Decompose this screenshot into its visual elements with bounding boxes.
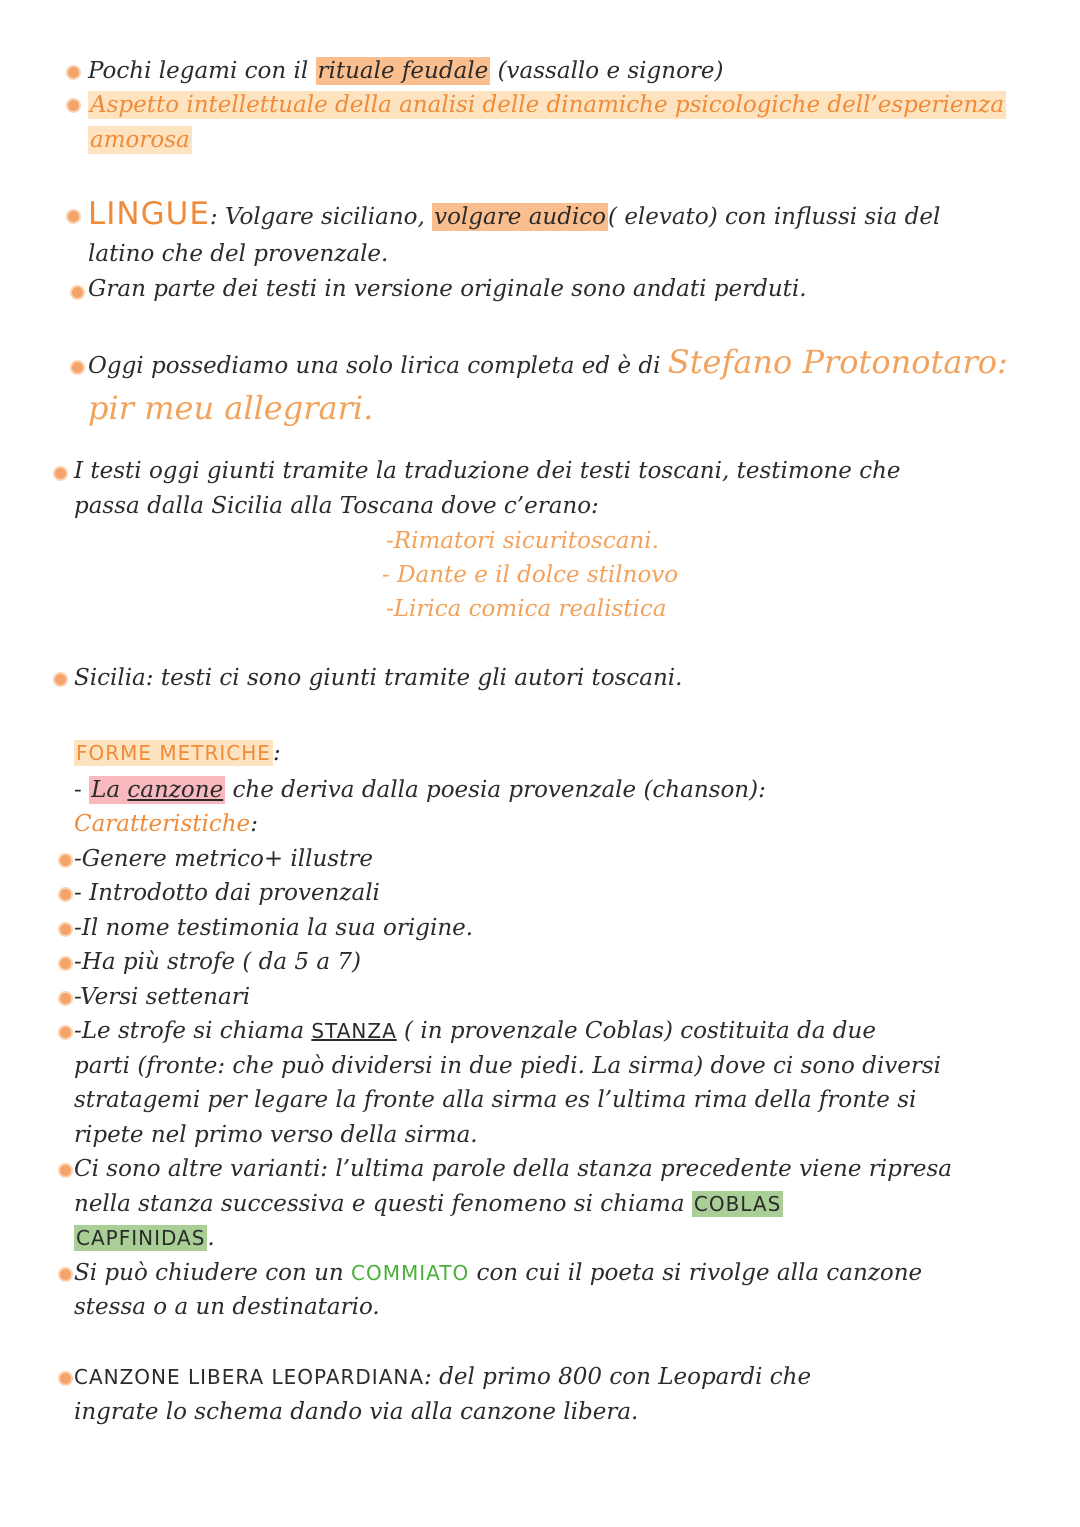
text: parti (fronte: che può dividersi in due piedi. La sirma) dove ci sono diversi — [74, 1053, 942, 1079]
author-name: Stefano Protonotaro: — [667, 343, 1008, 381]
text: - — [74, 777, 90, 803]
bullet-icon — [60, 889, 71, 900]
lingue-label: LINGUE — [88, 196, 210, 232]
text: . — [207, 1225, 215, 1251]
section-heading — [74, 737, 281, 769]
note-line — [74, 1291, 380, 1323]
text: - Dante e il dolce stilnovo — [382, 562, 679, 588]
text: Pochi legami con il — [88, 58, 316, 84]
note-line — [74, 774, 766, 806]
text: Si può chiudere con un — [74, 1260, 352, 1286]
bullet-icon — [60, 1269, 71, 1280]
text: stessa o a un destinatario. — [74, 1294, 380, 1320]
text: pir meu allegrari. — [88, 389, 374, 427]
lyric-title — [88, 389, 374, 427]
text: passa dalla Sicilia alla Toscana dove c’erano: — [74, 493, 599, 519]
note-line — [74, 1222, 215, 1254]
note-line — [74, 1396, 638, 1428]
canzone-libera-label: CANZONE LIBERA LEOPARDIANA — [74, 1365, 425, 1389]
list-item — [74, 981, 250, 1013]
bullet-icon — [60, 1165, 71, 1176]
note-line — [74, 1188, 783, 1220]
text: Volgare siciliano, — [224, 204, 433, 230]
text: Oggi possediamo una solo lirica completa ed è di — [88, 353, 668, 379]
text: che deriva dalla poesia provenzale (chanson): — [225, 777, 766, 803]
note-line — [74, 1119, 478, 1151]
note-line — [74, 1361, 811, 1393]
list-item — [74, 1153, 952, 1185]
bullet-icon — [72, 362, 83, 373]
bullet-icon — [60, 855, 71, 866]
note-line — [74, 1084, 916, 1116]
text: -Ha più strofe ( da 5 a 7) — [74, 949, 361, 975]
bullet-icon — [68, 211, 79, 222]
text: -Il nome testimonia la sua origine. — [74, 915, 474, 941]
bullet-icon — [60, 1373, 71, 1384]
note-line — [88, 343, 1008, 382]
text: -Lirica comica realistica — [386, 596, 667, 622]
note-line — [88, 124, 192, 156]
sub-item — [386, 593, 666, 625]
note-line — [74, 662, 682, 694]
note-line — [88, 273, 807, 305]
bullet-icon — [60, 924, 71, 935]
sub-item — [386, 525, 659, 557]
note-line — [74, 808, 258, 840]
text: - Introdotto dai provenzali — [74, 880, 380, 906]
text: nella stanza successiva e questi fenomeno si chiama — [74, 1191, 692, 1217]
capfinidas-highlight: CAPFINIDAS — [76, 1226, 206, 1250]
text: ( in provenzale Coblas) costituita da due — [396, 1018, 876, 1044]
text: Sicilia: testi ci sono giunti tramite gli autori toscani. — [74, 665, 683, 691]
bullet-icon — [55, 674, 66, 685]
note-line — [88, 55, 724, 87]
stanza-word: STANZA — [311, 1019, 397, 1043]
text: ( elevato) con influssi sia del — [608, 204, 941, 230]
text: -Rimatori sicuritoscani. — [386, 528, 659, 554]
text: : del primo 800 con Leopardi che — [424, 1364, 812, 1390]
highlight-amorosa: amorosa — [90, 127, 190, 153]
sub-item — [382, 559, 678, 591]
text: : — [272, 740, 281, 766]
list-item — [74, 843, 373, 875]
text: : — [250, 811, 258, 837]
forme-metriche-label: FORME METRICHE — [76, 741, 271, 765]
text: (vassallo e signore) — [490, 58, 724, 84]
list-item — [74, 877, 380, 909]
text: La — [91, 777, 128, 803]
text: -Versi settenari — [74, 984, 251, 1010]
bullet-icon — [60, 958, 71, 969]
text: -Le strofe si chiama — [74, 1018, 312, 1044]
bullet-icon — [68, 100, 79, 111]
text: ingrate lo schema dando via alla canzone libera. — [74, 1399, 639, 1425]
text: ripete nel primo verso della sirma. — [74, 1122, 478, 1148]
list-item — [74, 946, 361, 978]
text: I testi oggi giunti tramite la traduzione dei testi toscani, testimone che — [74, 458, 901, 484]
highlight-volgare-audico: volgare audico — [434, 204, 607, 230]
text: Gran parte dei testi in versione originale sono andati perduti. — [88, 276, 807, 302]
note-line — [74, 455, 901, 487]
bullet-icon — [68, 67, 79, 78]
list-item — [74, 1015, 876, 1047]
commiato-word: COMMIATO — [351, 1261, 470, 1285]
text: latino che del provenzale. — [88, 241, 389, 267]
coblas-highlight: COBLAS — [693, 1192, 782, 1216]
bullet-icon — [60, 993, 71, 1004]
bullet-icon — [60, 1027, 71, 1038]
text: Ci sono altre varianti: l’ultima parole della stanza precedente viene ripresa — [74, 1156, 952, 1182]
text: -Genere metrico+ illustre — [74, 846, 373, 872]
text: stratagemi per legare la fronte alla sirma es l’ultima rima della fronte si — [74, 1087, 917, 1113]
bullet-icon — [55, 468, 66, 479]
caratteristiche-label: Caratteristiche — [74, 811, 251, 837]
bullet-icon — [72, 287, 83, 298]
list-item — [74, 1257, 922, 1289]
list-item — [74, 912, 473, 944]
note-line — [74, 490, 599, 522]
highlight-la-canzone — [89, 776, 225, 804]
note-line — [88, 238, 388, 270]
lingue-line — [88, 198, 940, 233]
text: con cui il poeta si rivolge alla canzone — [469, 1260, 923, 1286]
note-line — [88, 89, 1006, 121]
note-line — [74, 1050, 941, 1082]
highlight-aspetto: Aspetto intellettuale della analisi delle dinamiche psicologiche dell’esperienza — [90, 92, 1005, 118]
text: : — [209, 204, 225, 230]
highlight-rituale-feudale: rituale feudale — [317, 58, 489, 84]
canzone-word: canzone — [127, 777, 224, 803]
